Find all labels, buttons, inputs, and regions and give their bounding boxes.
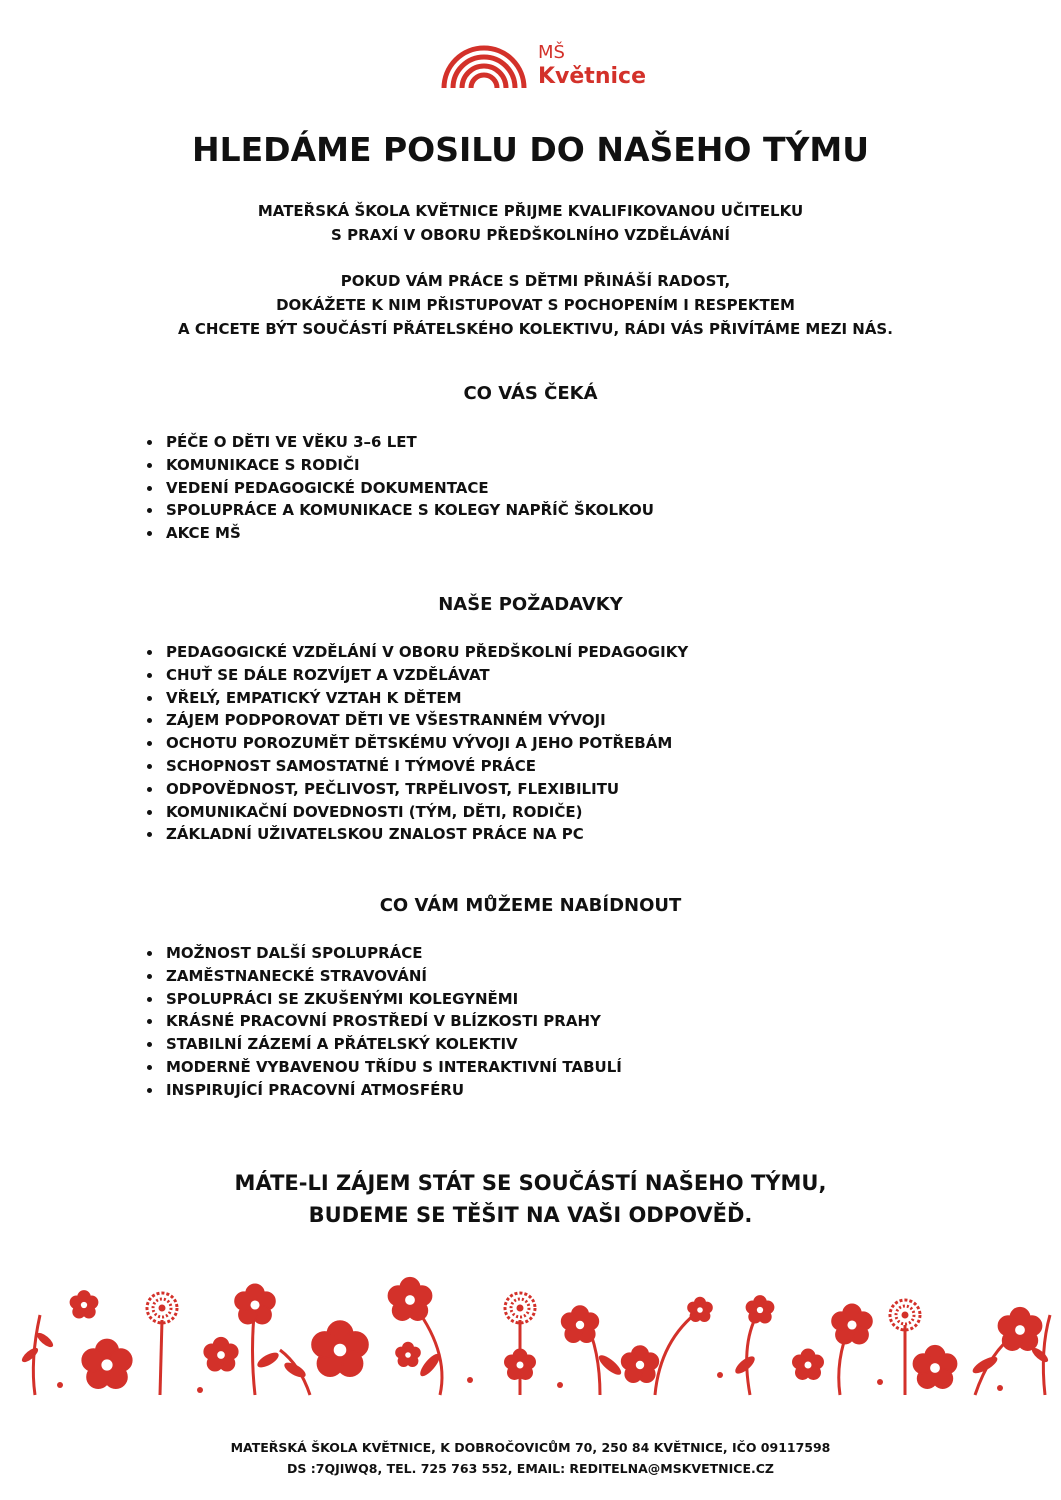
list-item: PEDAGOGICKÉ VZDĚLÁNÍ V OBORU PŘEDŠKOLNÍ PEDAGOGIKY <box>145 641 688 664</box>
list-item: KRÁSNÉ PRACOVNÍ PROSTŘEDÍ V BLÍZKOSTI PRAHY <box>145 1010 622 1033</box>
list-item: ZÁKLADNÍ UŽIVATELSKOU ZNALOST PRÁCE NA PC <box>145 823 688 846</box>
list-item: MOŽNOST DALŠÍ SPOLUPRÁCE <box>145 942 622 965</box>
intro-line: S PRAXÍ V OBORU PŘEDŠKOLNÍHO VZDĚLÁVÁNÍ <box>331 226 730 244</box>
intro-paragraph-1 <box>0 199 1061 247</box>
intro-paragraph-2 <box>5 269 1061 341</box>
section-heading-what-awaits: CO VÁS ČEKÁ <box>463 383 598 404</box>
closing-line: BUDEME SE TĚŠIT NA VAŠI ODPOVĚĎ. <box>308 1203 753 1227</box>
section-heading-offer: CO VÁM MŮŽEME NABÍDNOUT <box>379 895 682 916</box>
footer-line: DS :7QJIWQ8, TEL. 725 763 552, EMAIL: REDITELNA@MSKVETNICE.CZ <box>287 1461 774 1476</box>
list-item: ODPOVĚDNOST, PEČLIVOST, TRPĚLIVOST, FLEXIBILITU <box>145 778 688 801</box>
closing-line: MÁTE-LI ZÁJEM STÁT SE SOUČÁSTÍ NAŠEHO TÝMU, <box>234 1171 827 1195</box>
list-item: KOMUNIKACE S RODIČI <box>145 454 654 477</box>
list-item: VŘELÝ, EMPATICKÝ VZTAH K DĚTEM <box>145 687 688 710</box>
school-logo <box>438 40 648 92</box>
intro-line: DOKÁŽETE K NIM PŘISTUPOVAT S POCHOPENÍM I RESPEKTEM <box>276 296 795 314</box>
list-offer <box>145 942 622 1102</box>
list-item: SPOLUPRÁCE A KOMUNIKACE S KOLEGY NAPŘÍČ ŠKOLKOU <box>145 499 654 522</box>
rainbow-logo-icon <box>438 40 530 90</box>
list-item: MODERNĚ VYBAVENOU TŘÍDU S INTERAKTIVNÍ TABULÍ <box>145 1056 622 1079</box>
footer-contact <box>0 1437 1061 1479</box>
logo-line-1: MŠ <box>538 42 565 63</box>
list-item: VEDENÍ PEDAGOGICKÉ DOKUMENTACE <box>145 477 654 500</box>
list-item: OCHOTU POROZUMĚT DĚTSKÉMU VÝVOJI A JEHO POTŘEBÁM <box>145 732 688 755</box>
list-what-awaits <box>145 431 654 545</box>
intro-line: MATEŘSKÁ ŠKOLA KVĚTNICE PŘIJME KVALIFIKOVANOU UČITELKU <box>257 202 804 220</box>
logo-line-2: Květnice <box>538 64 646 89</box>
list-item: PÉČE O DĚTI VE VĚKU 3–6 LET <box>145 431 654 454</box>
list-item: SCHOPNOST SAMOSTATNÉ I TÝMOVÉ PRÁCE <box>145 755 688 778</box>
list-item: INSPIRUJÍCÍ PRACOVNÍ ATMOSFÉRU <box>145 1079 622 1102</box>
intro-line: A CHCETE BÝT SOUČÁSTÍ PŘÁTELSKÉHO KOLEKTIVU, RÁDI VÁS PŘIVÍTÁME MEZI NÁS. <box>178 320 893 338</box>
list-item: AKCE MŠ <box>145 522 654 545</box>
list-item: CHUŤ SE DÁLE ROZVÍJET A VZDĚLÁVAT <box>145 664 688 687</box>
list-item: ZAMĚSTNANECKÉ STRAVOVÁNÍ <box>145 965 622 988</box>
closing-message <box>0 1167 1061 1231</box>
page-title: HLEDÁME POSILU DO NAŠEHO TÝMU <box>191 130 869 169</box>
list-item: STABILNÍ ZÁZEMÍ A PŘÁTELSKÝ KOLEKTIV <box>145 1033 622 1056</box>
list-requirements <box>145 641 688 846</box>
list-item: SPOLUPRÁCI SE ZKUŠENÝMI KOLEGYNĚMI <box>145 988 622 1011</box>
list-item: KOMUNIKAČNÍ DOVEDNOSTI (TÝM, DĚTI, RODIČE) <box>145 801 688 824</box>
list-item: ZÁJEM PODPOROVAT DĚTI VE VŠESTRANNÉM VÝVOJI <box>145 709 688 732</box>
footer-line: MATEŘSKÁ ŠKOLA KVĚTNICE, K DOBROČOVICŮM 70, 250 84 KVĚTNICE, IČO 09117598 <box>230 1440 831 1455</box>
flower-border-icon <box>0 1270 1061 1405</box>
intro-line: POKUD VÁM PRÁCE S DĚTMI PŘINÁŠÍ RADOST, <box>340 272 731 290</box>
section-heading-requirements: NAŠE POŽADAVKY <box>438 594 623 615</box>
